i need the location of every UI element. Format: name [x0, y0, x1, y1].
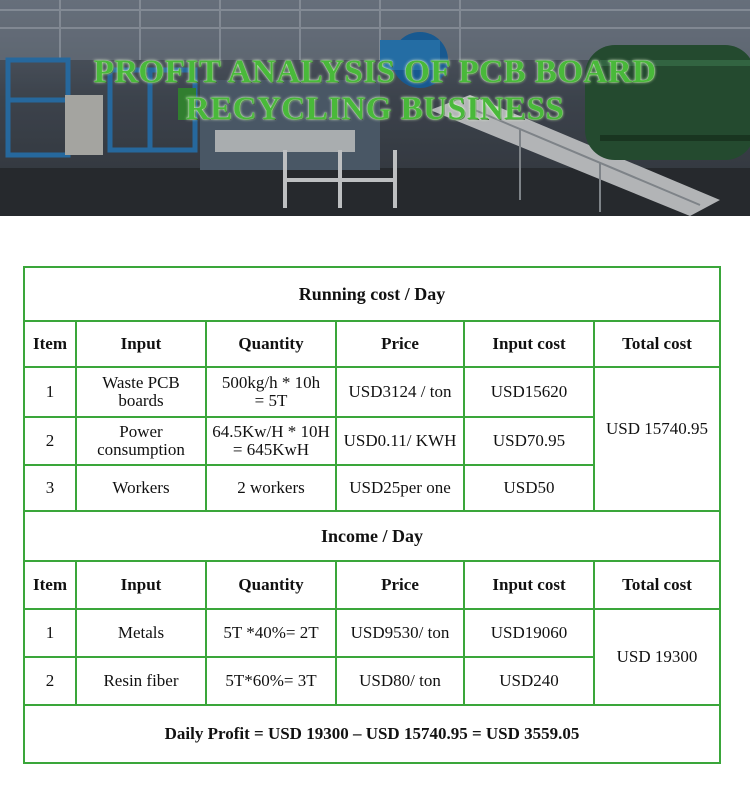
- income-header-row: [24, 561, 720, 609]
- cell-item: 3: [24, 465, 76, 511]
- header-price: Price: [336, 321, 464, 367]
- cell-price: USD9530/ ton: [336, 609, 464, 657]
- cell-item: 2: [24, 417, 76, 465]
- header-price: Price: [336, 561, 464, 609]
- header-input-cost: Input cost: [464, 321, 594, 367]
- daily-profit-summary: Daily Profit = USD 19300 – USD 15740.95 = USD 3559.05: [24, 705, 720, 763]
- cell-price: USD3124 / ton: [336, 367, 464, 417]
- cell-quantity: 5T *40%= 2T: [206, 609, 336, 657]
- cell-input: Resin fiber: [76, 657, 206, 705]
- header-item: Item: [24, 561, 76, 609]
- cell-item: 1: [24, 367, 76, 417]
- cell-price: USD25per one: [336, 465, 464, 511]
- cell-quantity: 2 workers: [206, 465, 336, 511]
- cell-quantity: 5T*60%= 3T: [206, 657, 336, 705]
- banner-title-line-2: RECYCLING BUSINESS: [185, 91, 565, 127]
- cell-input-cost: USD240: [464, 657, 594, 705]
- header-quantity: Quantity: [206, 561, 336, 609]
- running-header-row: [24, 321, 720, 367]
- income-title: Income / Day: [24, 511, 720, 561]
- header-input: Input: [76, 321, 206, 367]
- banner-title: [0, 54, 750, 128]
- cell-price: USD0.11/ KWH: [336, 417, 464, 465]
- header-quantity: Quantity: [206, 321, 336, 367]
- running-total-cost: USD 15740.95: [594, 367, 720, 511]
- cell-input-cost: USD50: [464, 465, 594, 511]
- cell-quantity: 64.5Kw/H * 10H = 645KwH: [206, 417, 336, 465]
- cell-item: 2: [24, 657, 76, 705]
- header-item: Item: [24, 321, 76, 367]
- running-cost-title: Running cost / Day: [24, 267, 720, 321]
- running-cost-table: [23, 266, 721, 512]
- header-total-cost: Total cost: [594, 561, 720, 609]
- header-input-cost: Input cost: [464, 561, 594, 609]
- cell-item: 1: [24, 609, 76, 657]
- table-row: [24, 609, 720, 657]
- banner-photo: [0, 0, 750, 216]
- income-table: [23, 510, 721, 764]
- cell-input-cost: USD15620: [464, 367, 594, 417]
- cell-input: Waste PCB boards: [76, 367, 206, 417]
- cell-price: USD80/ ton: [336, 657, 464, 705]
- header-total-cost: Total cost: [594, 321, 720, 367]
- income-total-cost: USD 19300: [594, 609, 720, 705]
- cell-quantity: 500kg/h * 10h = 5T: [206, 367, 336, 417]
- header-input: Input: [76, 561, 206, 609]
- banner-title-line-1: PROFIT ANALYSIS OF PCB BOARD: [93, 54, 657, 90]
- cell-input-cost: USD70.95: [464, 417, 594, 465]
- cell-input: Metals: [76, 609, 206, 657]
- cell-input: Workers: [76, 465, 206, 511]
- cell-input-cost: USD19060: [464, 609, 594, 657]
- table-row: [24, 367, 720, 417]
- cell-input: Power consumption: [76, 417, 206, 465]
